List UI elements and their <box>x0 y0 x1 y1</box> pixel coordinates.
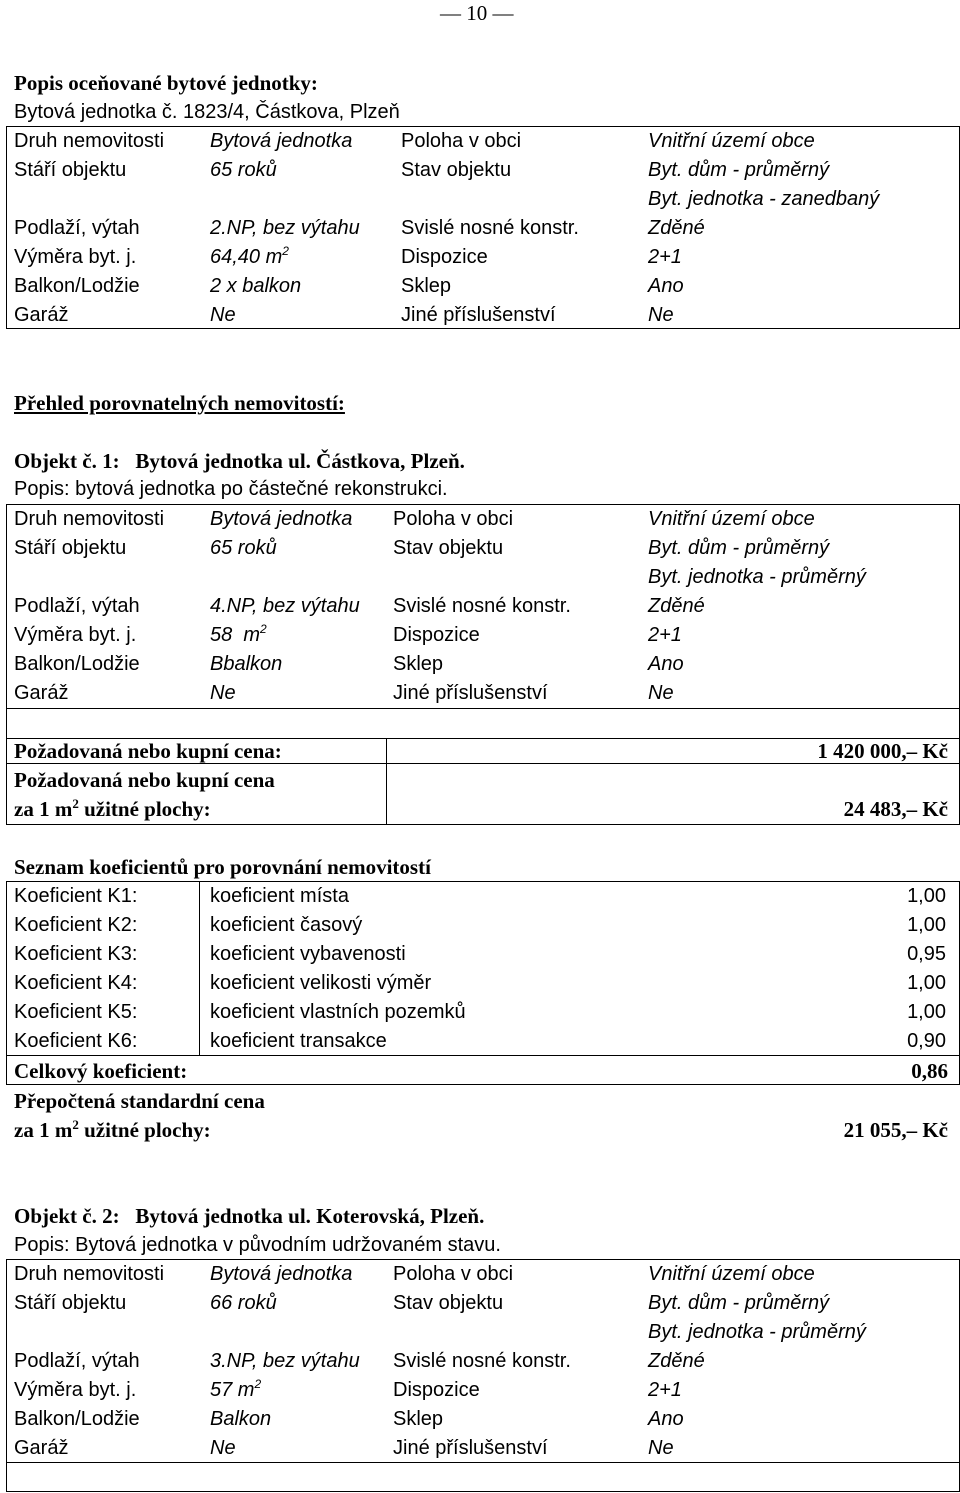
o2-value-accessories: Ne <box>648 1437 674 1459</box>
label-condition: Stav objektu <box>401 159 512 181</box>
o2-label-garage: Garáž <box>14 1437 69 1459</box>
coef-k1-value: 1,00 <box>907 885 946 907</box>
o1-value-structure: Zděné <box>648 595 705 617</box>
object2-title: Objekt č. 2: Bytová jednotka ul. Koterovská, Plzeň. <box>14 1204 485 1228</box>
o2-value-area-text: 57 m <box>210 1379 255 1401</box>
coef-k1-name: koeficient místa <box>210 885 349 907</box>
coef-k4-value: 1,00 <box>907 972 946 994</box>
std-price-label-2 <box>14 1117 211 1142</box>
value-cellar: Ano <box>648 275 684 297</box>
o2-value-type: Bytová jednotka <box>210 1263 353 1285</box>
unit-price-label-2a: za 1 m <box>14 797 73 821</box>
o2-value-layout: 2+1 <box>648 1379 682 1401</box>
unit-price-value: 24 483,– Kč <box>843 797 948 821</box>
coef-k2-value: 1,00 <box>907 914 946 936</box>
value-layout: 2+1 <box>648 246 682 268</box>
overview-heading: Přehled porovnatelných nemovitostí: <box>14 391 345 415</box>
value-structure: Zděné <box>648 217 705 239</box>
page-number: — 10 — <box>440 1 514 25</box>
o1-label-location: Poloha v obci <box>393 508 514 530</box>
o2-value-balcony: Balkon <box>210 1408 272 1430</box>
o1-label-type: Druh nemovitosti <box>14 508 165 530</box>
price-label: Požadovaná nebo kupní cena: <box>14 739 282 763</box>
coef-k6-value: 0,90 <box>907 1030 946 1052</box>
o1-value-area <box>210 622 267 646</box>
coef-k3-name: koeficient vybavenosti <box>210 943 406 965</box>
o1-value-area-text: 58 m <box>210 624 261 646</box>
unit-price-label-1: Požadovaná nebo kupní cena <box>14 768 275 792</box>
o1-label-structure: Svislé nosné konstr. <box>393 595 571 617</box>
o2-label-floor: Podlaží, výtah <box>14 1350 140 1372</box>
coef-k2-name: koeficient časový <box>210 914 363 936</box>
o2-value-area-sup: 2 <box>254 1377 262 1391</box>
coef-k2-label: Koeficient K2: <box>14 914 138 936</box>
value-condition-house: Byt. dům - průměrný <box>648 159 830 181</box>
o1-label-age: Stáří objektu <box>14 537 127 559</box>
o1-value-garage: Ne <box>210 682 236 704</box>
o2-label-cellar: Sklep <box>393 1408 444 1430</box>
price-value: 1 420 000,– Kč <box>817 739 948 763</box>
o1-label-accessories: Jiné příslušenství <box>393 682 548 704</box>
o2-label-age: Stáří objektu <box>14 1292 127 1314</box>
subject-subtitle: Bytová jednotka č. 1823/4, Částkova, Plzeň <box>14 101 400 123</box>
std-price-label-1: Přepočtená standardní cena <box>14 1089 265 1113</box>
o2-label-layout: Dispozice <box>393 1379 480 1401</box>
std-price-label-2a: za 1 m <box>14 1118 73 1142</box>
o2-value-age: 66 roků <box>210 1292 277 1314</box>
label-floor: Podlaží, výtah <box>14 217 140 239</box>
o2-value-condition-unit: Byt. jednotka - průměrný <box>648 1321 866 1343</box>
value-floor: 2.NP, bez výtahu <box>210 217 360 239</box>
o1-value-layout: 2+1 <box>648 624 682 646</box>
value-area-text: 64,40 m <box>210 246 283 268</box>
std-price-label-sup: 2 <box>72 1117 79 1132</box>
o2-value-condition-house: Byt. dům - průměrný <box>648 1292 830 1314</box>
total-coef-label: Celkový koeficient: <box>14 1059 188 1083</box>
value-condition-unit: Byt. jednotka - zanedbaný <box>648 188 880 210</box>
label-area: Výměra byt. j. <box>14 246 137 268</box>
value-balcony: 2 x balkon <box>210 275 302 297</box>
label-structure: Svislé nosné konstr. <box>401 217 579 239</box>
coef-k4-label: Koeficient K4: <box>14 972 138 994</box>
coef-k6-label: Koeficient K6: <box>14 1030 138 1052</box>
o2-value-floor: 3.NP, bez výtahu <box>210 1350 360 1372</box>
coef-k5-value: 1,00 <box>907 1001 946 1023</box>
coef-k5-label: Koeficient K5: <box>14 1001 138 1023</box>
o2-value-structure: Zděné <box>648 1350 705 1372</box>
o2-label-type: Druh nemovitosti <box>14 1263 165 1285</box>
coef-k3-value: 0,95 <box>907 943 946 965</box>
coef-k6-name: koeficient transakce <box>210 1030 387 1052</box>
label-accessories: Jiné příslušenství <box>401 304 556 326</box>
label-garage: Garáž <box>14 304 69 326</box>
object2-description: Popis: Bytová jednotka v původním udržovaném stavu. <box>14 1234 501 1256</box>
o1-value-condition-house: Byt. dům - průměrný <box>648 537 830 559</box>
o1-value-location: Vnitřní území obce <box>648 508 815 530</box>
label-layout: Dispozice <box>401 246 488 268</box>
value-accessories: Ne <box>648 304 674 326</box>
std-price-label-2b: užitné plochy: <box>78 1118 211 1142</box>
coef-k3-label: Koeficient K3: <box>14 943 138 965</box>
o1-label-balcony: Balkon/Lodžie <box>14 653 140 675</box>
o1-label-condition: Stav objektu <box>393 537 504 559</box>
o1-value-accessories: Ne <box>648 682 674 704</box>
coef-heading: Seznam koeficientů pro porovnání nemovitostí <box>14 855 431 879</box>
o1-label-cellar: Sklep <box>393 653 444 675</box>
label-type: Druh nemovitosti <box>14 130 165 152</box>
label-age: Stáří objektu <box>14 159 127 181</box>
o1-label-floor: Podlaží, výtah <box>14 595 140 617</box>
o2-label-structure: Svislé nosné konstr. <box>393 1350 571 1372</box>
o1-value-cellar: Ano <box>648 653 684 675</box>
label-location: Poloha v obci <box>401 130 522 152</box>
o1-value-age: 65 roků <box>210 537 277 559</box>
object1-description: Popis: bytová jednotka po částečné rekonstrukci. <box>14 478 448 500</box>
coef-k1-label: Koeficient K1: <box>14 885 138 907</box>
std-price-value: 21 055,– Kč <box>843 1118 948 1142</box>
object1-title: Objekt č. 1: Bytová jednotka ul. Částkova, Plzeň. <box>14 449 465 473</box>
o1-label-area: Výměra byt. j. <box>14 624 137 646</box>
o1-label-layout: Dispozice <box>393 624 480 646</box>
o1-value-floor: 4.NP, bez výtahu <box>210 595 360 617</box>
label-balcony: Balkon/Lodžie <box>14 275 140 297</box>
unit-price-label-2b: užitné plochy: <box>78 797 211 821</box>
value-area-sup: 2 <box>282 244 289 258</box>
total-coef-value: 0,86 <box>911 1059 948 1083</box>
o1-label-garage: Garáž <box>14 682 69 704</box>
value-garage: Ne <box>210 304 236 326</box>
o2-value-garage: Ne <box>210 1437 236 1459</box>
o2-label-condition: Stav objektu <box>393 1292 504 1314</box>
o1-value-condition-unit: Byt. jednotka - průměrný <box>648 566 866 588</box>
coef-k5-name: koeficient vlastních pozemků <box>210 1001 466 1023</box>
o2-label-accessories: Jiné příslušenství <box>393 1437 548 1459</box>
o2-value-area <box>210 1377 262 1401</box>
value-type: Bytová jednotka <box>210 130 353 152</box>
o1-value-balcony: Bbalkon <box>210 653 283 675</box>
coef-k4-name: koeficient velikosti výměr <box>210 972 432 994</box>
o2-value-cellar: Ano <box>648 1408 684 1430</box>
o1-value-type: Bytová jednotka <box>210 508 353 530</box>
o2-value-location: Vnitřní území obce <box>648 1263 815 1285</box>
o2-label-balcony: Balkon/Lodžie <box>14 1408 140 1430</box>
value-area <box>210 244 289 268</box>
label-cellar: Sklep <box>401 275 452 297</box>
value-age: 65 roků <box>210 159 277 181</box>
o2-label-area: Výměra byt. j. <box>14 1379 137 1401</box>
o1-value-area-sup: 2 <box>260 622 267 636</box>
subject-heading: Popis oceňované bytové jednotky: <box>14 71 318 95</box>
unit-price-label-sup: 2 <box>72 796 79 811</box>
o2-label-location: Poloha v obci <box>393 1263 514 1285</box>
unit-price-label-2 <box>14 796 211 821</box>
value-location: Vnitřní území obce <box>648 130 815 152</box>
